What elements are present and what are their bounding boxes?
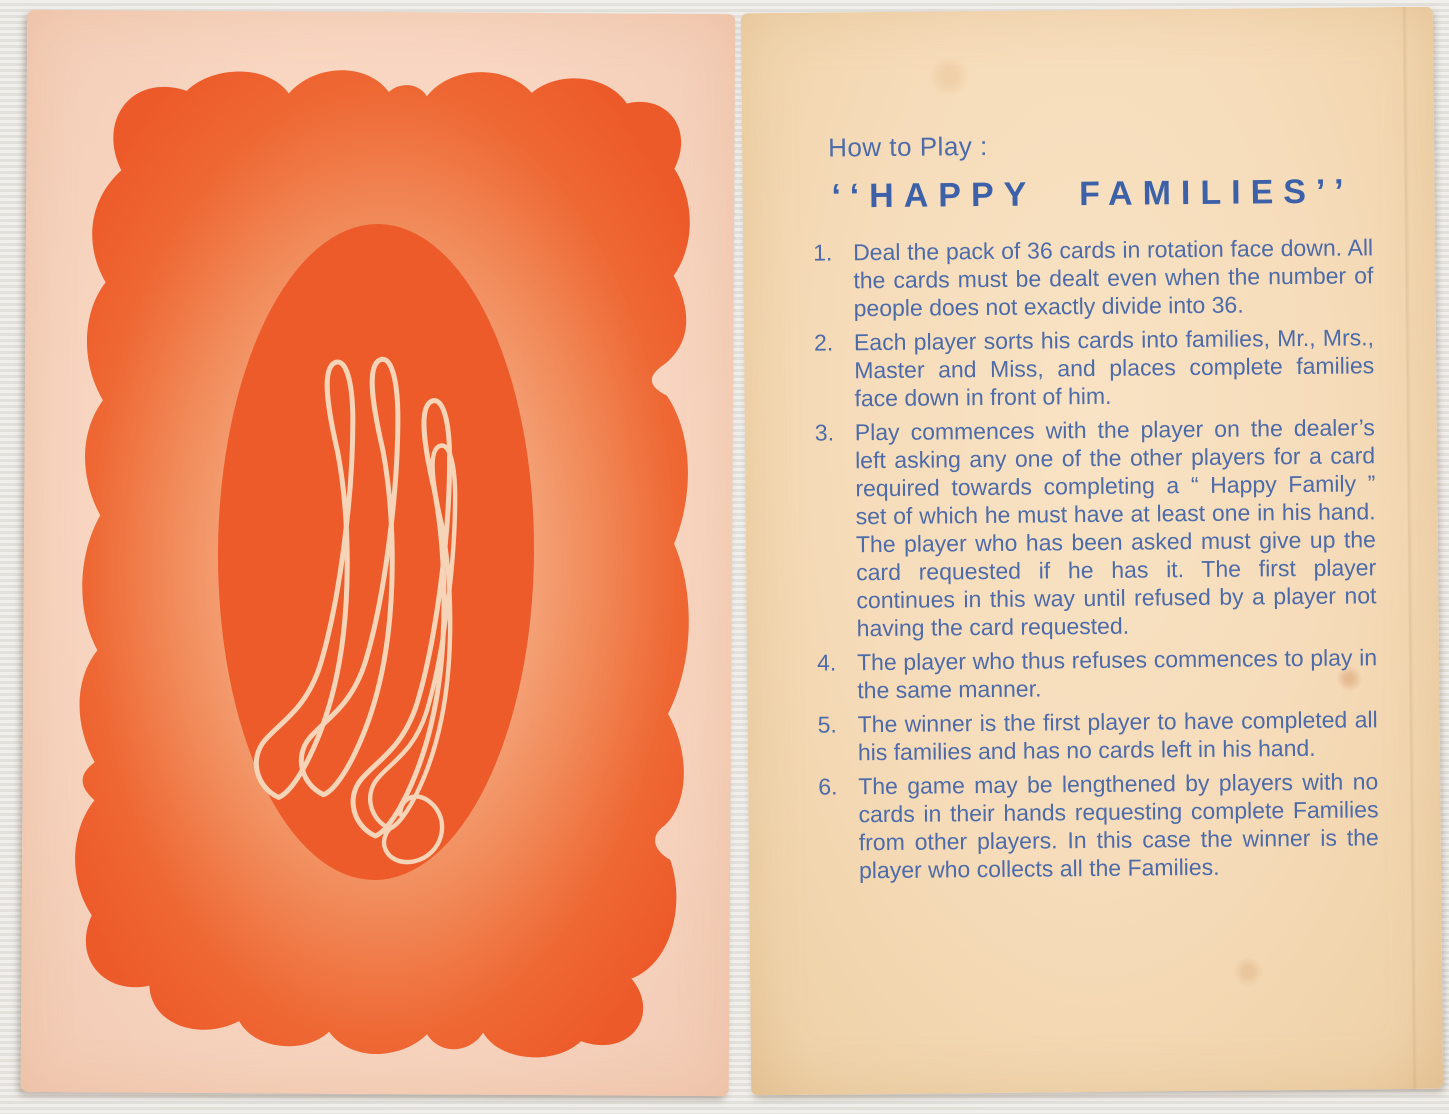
rule-text: The game may be lengthened by players with no cards in their hands requesting complete Families from other players. In this case the winner is the player who collects all the Families. [858,768,1379,884]
rule-item [814,323,1375,412]
rule-number: 1. [812,239,833,266]
rule-item [813,233,1374,322]
rule-text: The player who thus refuses commences to play in the same manner. [856,644,1378,704]
rule-number: 6. [818,773,838,800]
rule-number: 5. [817,711,837,738]
rule-item [818,767,1379,884]
card-back [21,10,736,1096]
how-to-play-label: How to Play : [827,130,988,163]
rule-text: Play commences with the player on the dealer’s left asking any one of the other players for a card required towards completing a “ Happy Family ” set of which he must have at least one in his hand. The player who has been asked must give up the card requested if he has it. The first player continues in this way until refused by a player not having the card requested. [854,414,1377,642]
rule-number: 2. [813,329,834,356]
card-title: ‘‘HAPPY FAMILIES’’ [831,172,1354,216]
rule-item [815,413,1377,642]
rule-text: The winner is the first player to have completed all his families and has no cards left in his hand. [857,706,1378,766]
card-back-artwork [21,10,736,1096]
rule-item [817,643,1378,704]
rules-list [813,233,1379,884]
rule-number: 4. [816,649,837,676]
instructions-card [741,7,1443,1096]
rule-text: Deal the pack of 36 cards in rotation face down. All the cards must be dealt even when the number of people does not exactly divide into 36. [852,234,1374,322]
rule-number: 3. [814,419,835,446]
rule-item [818,705,1379,766]
rule-text: Each player sorts his cards into families, Mr., Mrs., Master and Miss, and places complete families face down in front of him. [853,324,1375,412]
